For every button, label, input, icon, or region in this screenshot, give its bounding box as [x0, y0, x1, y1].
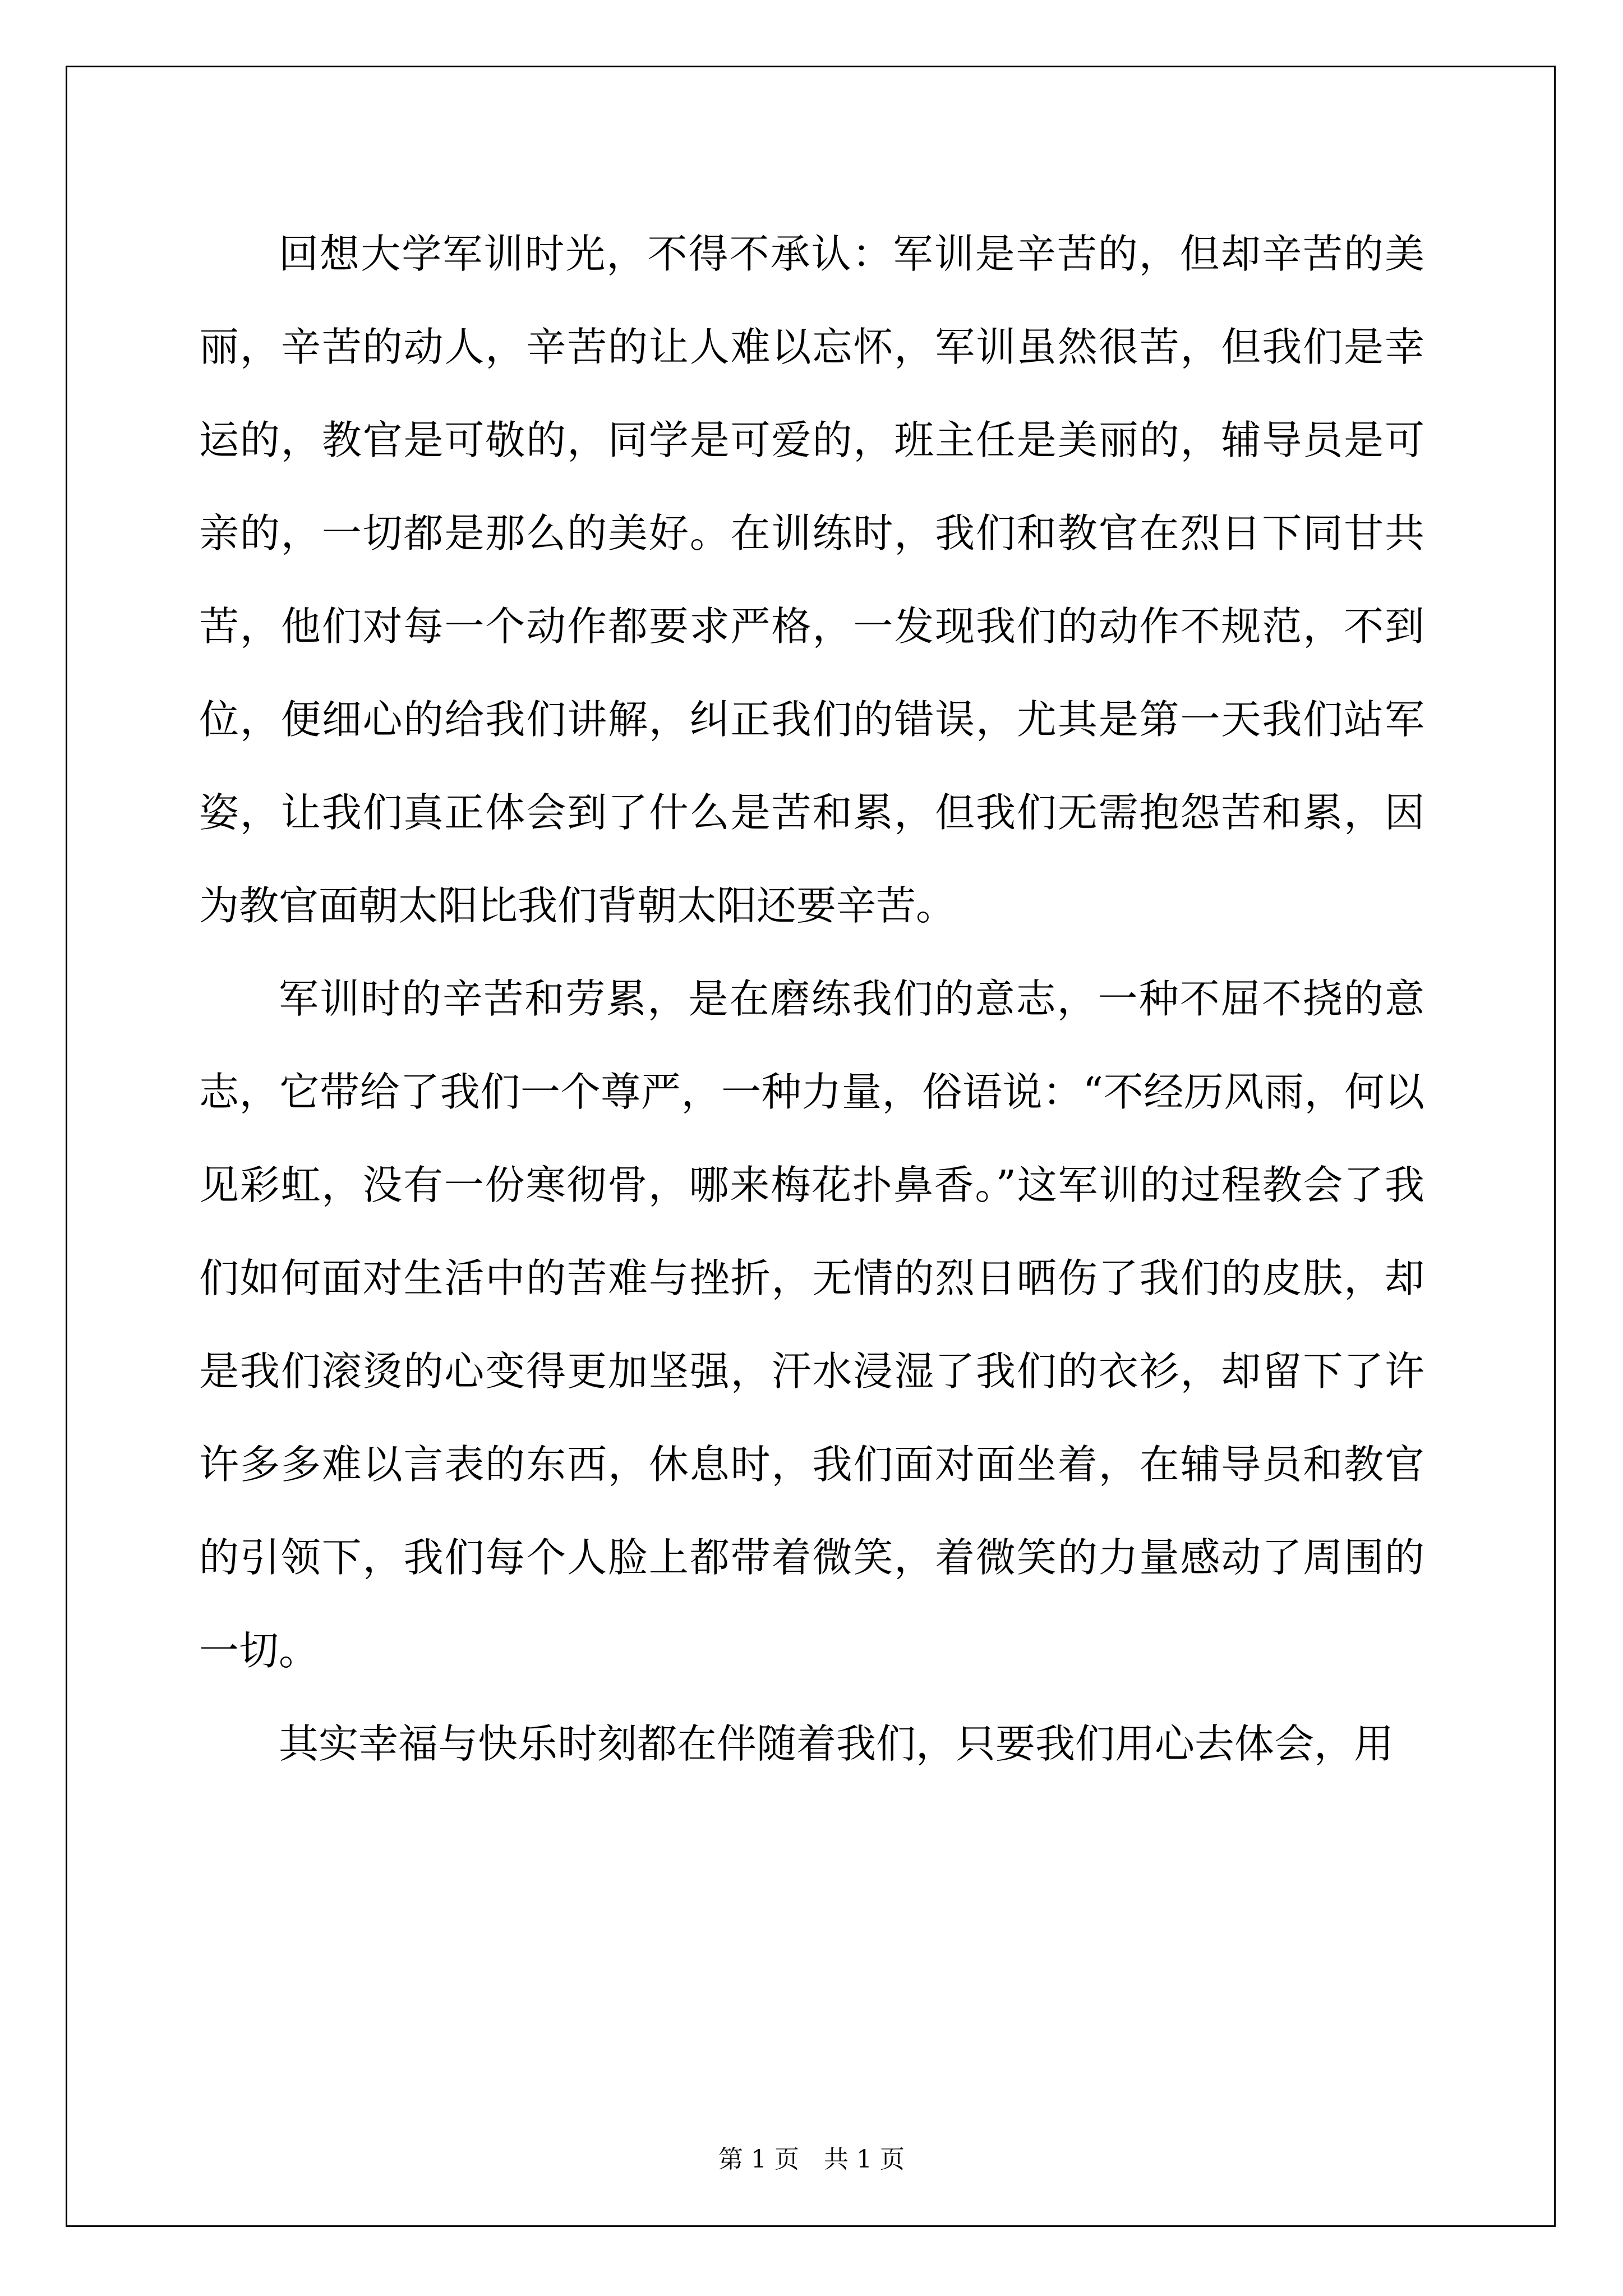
document-body [199, 208, 1424, 1791]
paragraph-3: 其实幸福与快乐时刻都在伴随着我们，只要我们用心去体会，用 [279, 1720, 1394, 1767]
paragraph-2: 军训时的辛苦和劳累，是在磨练我们的意志，一种不屈不挠的意志，它带给了我们一个尊严，一种力量，俗语说：“不经历风雨，何以见彩虹，没有一份寒彻骨，哪来梅花扑鼻香。”这军训的过程教会了我们如何面对生活中的苦难与挫折，无情的烈日晒伤了我们的皮肤，却是我们滚烫的心变得更加坚强，汗水浸湿了我们的衣衫，却留下了许许多多难以言表的东西，休息时，我们面对面坐着，在辅导员和教官的引领下，我们每个人脸上都带着微笑，着微笑的力量感动了周围的一切。 [199, 976, 1424, 1674]
paragraph-1: 回想大学军训时光，不得不承认：军训是辛苦的，但却辛苦的美丽，辛苦的动人，辛苦的让人难以忘怀，军训虽然很苦，但我们是幸运的，教官是可敬的，同学是可爱的，班主任是美丽的，辅导员是可亲的，一切都是那么的美好。在训练时，我们和教官在烈日下同甘共苦，他们对每一个动作都要求严格，一发现我们的动作不规范，不到位，便细心的给我们讲解，纠正我们的错误，尤其是第一天我们站军姿，让我们真正体会到了什么是苦和累，但我们无需抱怨苦和累，因为教官面朝太阳比我们背朝太阳还要辛苦。 [199, 231, 1424, 929]
page-footer: 第 1 页 共 1 页 [718, 2145, 905, 2174]
